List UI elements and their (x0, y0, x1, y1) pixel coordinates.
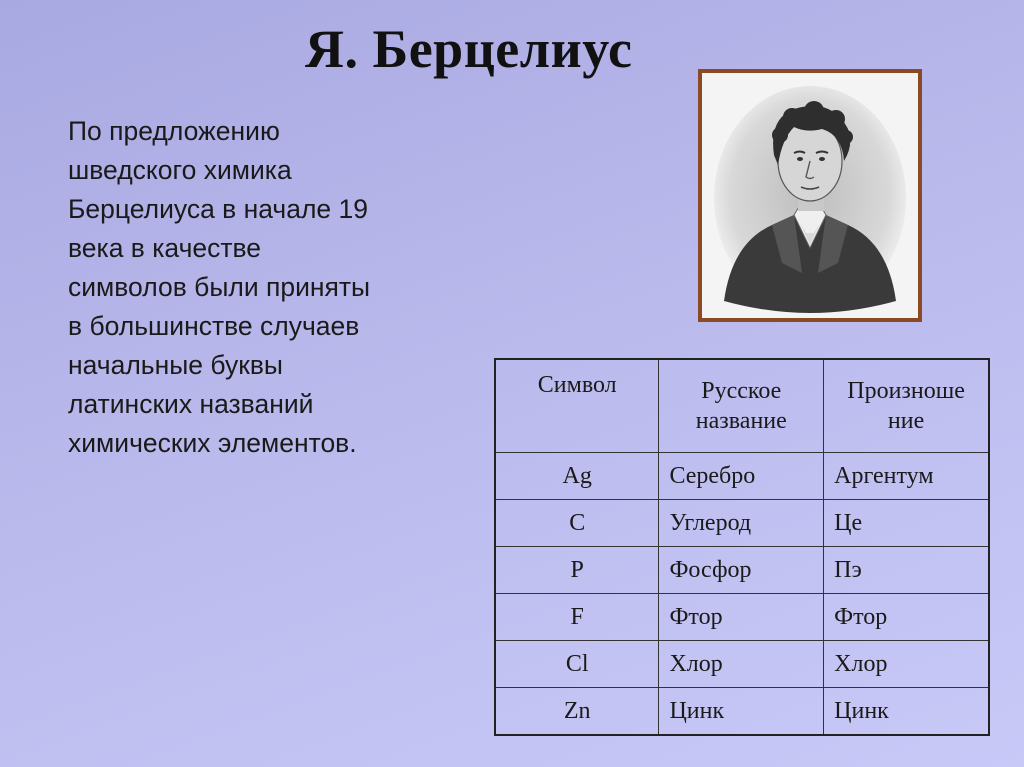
cell-russian: Хлор (659, 641, 824, 688)
paragraph-line: века в качестве (68, 233, 262, 263)
cell-symbol: P (495, 547, 659, 594)
paragraph-line: шведского химика (68, 155, 292, 185)
paragraph-line: латинских названий (68, 389, 314, 419)
cell-symbol: Zn (495, 688, 659, 736)
header-pronunciation (824, 359, 989, 453)
cell-symbol: Cl (495, 641, 659, 688)
cell-russian: Цинк (659, 688, 824, 736)
portrait-engraving-icon (702, 73, 918, 318)
cell-symbol: Ag (495, 453, 659, 500)
slide-title: Я. Берцелиус (305, 19, 633, 79)
cell-symbol: F (495, 594, 659, 641)
cell-pronunciation: Аргентум (824, 453, 989, 500)
cell-pronunciation: Цинк (824, 688, 989, 736)
paragraph-line: химических элементов. (68, 428, 357, 458)
cell-russian: Серебро (659, 453, 824, 500)
header-pronunciation-line: Произноше (847, 378, 965, 404)
cell-pronunciation: Фтор (824, 594, 989, 641)
portrait-frame (698, 69, 922, 322)
cell-pronunciation: Пэ (824, 547, 989, 594)
elements-table (494, 358, 990, 736)
paragraph-line: начальные буквы (68, 350, 283, 380)
table-row (495, 453, 989, 500)
table-row (495, 594, 989, 641)
paragraph-line: По предложению (68, 116, 280, 146)
paragraph-line: символов были приняты (68, 272, 371, 302)
header-symbol: Символ (495, 359, 659, 453)
cell-pronunciation: Хлор (824, 641, 989, 688)
table-row (495, 547, 989, 594)
table-row (495, 688, 989, 736)
cell-russian: Углерод (659, 500, 824, 547)
cell-russian: Фосфор (659, 547, 824, 594)
paragraph-line: Берцелиуса в начале 19 (68, 194, 368, 224)
table-row (495, 500, 989, 547)
header-russian-name (659, 359, 824, 453)
table-header-row (495, 359, 989, 453)
cell-russian: Фтор (659, 594, 824, 641)
table-row (495, 641, 989, 688)
paragraph-line: в большинстве случаев (68, 311, 360, 341)
header-pronunciation-line: ние (887, 408, 925, 434)
header-russian-line: Русское (701, 378, 782, 404)
header-russian-line: название (695, 408, 787, 434)
cell-symbol: C (495, 500, 659, 547)
cell-pronunciation: Це (824, 500, 989, 547)
description-paragraph (68, 112, 468, 463)
